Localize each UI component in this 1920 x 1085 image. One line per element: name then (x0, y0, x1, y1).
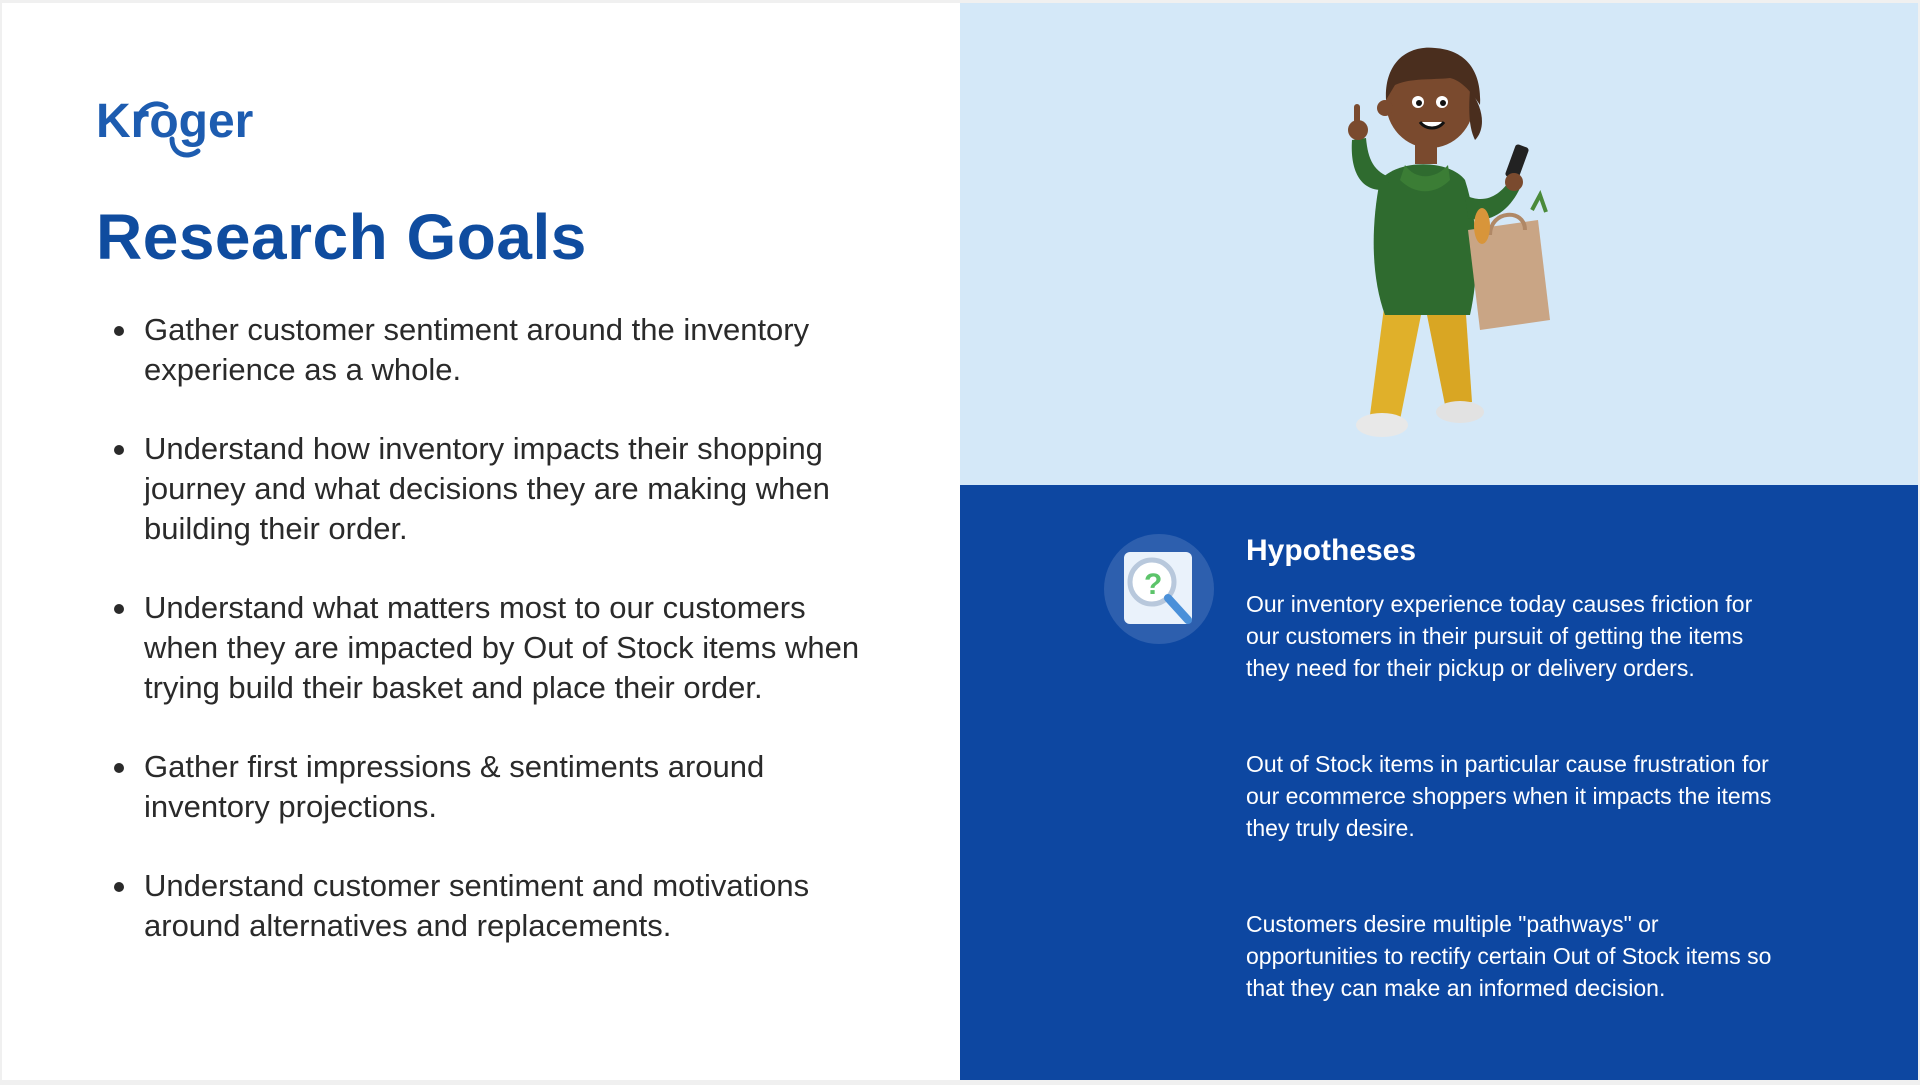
goal-text: Understand customer sentiment and motivations around alternatives and replacements. (144, 868, 810, 943)
list-item (112, 588, 872, 708)
page-title: Research Goals (96, 201, 587, 273)
bullet-icon (114, 445, 124, 455)
hypothesis-paragraph: Our inventory experience today causes friction for our customers in their pursuit of getting the items they need for their pickup or delivery orders. (1246, 591, 1753, 681)
kroger-logo-icon (94, 93, 254, 173)
hypothesis-paragraph: Out of Stock items in particular cause frustration for our ecommerce shoppers when it impacts the items they truly desire. (1246, 751, 1772, 841)
bullet-icon (114, 326, 124, 336)
shopper-character-illustration (1300, 30, 1580, 460)
bullet-icon (114, 604, 124, 614)
kroger-logo (94, 93, 254, 173)
svg-text:?: ? (1144, 568, 1163, 601)
goal-text: Understand what matters most to our customers when they are impacted by Out of Stock items when trying build their basket and place their order. (144, 590, 860, 705)
bullet-icon (114, 763, 124, 773)
hypothesis-paragraph: Customers desire multiple "pathways" or opportunities to rectify certain Out of Stock items so that they can make an informed decision. (1246, 911, 1772, 1001)
list-item (112, 747, 872, 827)
list-item (112, 310, 872, 390)
research-goals-list (112, 310, 872, 985)
bullet-icon (114, 882, 124, 892)
goal-text: Gather customer sentiment around the inventory experience as a whole. (144, 312, 810, 387)
goal-text: Understand how inventory impacts their shopping journey and what decisions they are making when building their order. (144, 431, 830, 546)
shopper-illustration-icon (1300, 30, 1580, 460)
logo-text: Kroger (96, 95, 254, 148)
goal-text: Gather first impressions & sentiments around inventory projections. (144, 749, 765, 824)
hypotheses-icon (1104, 534, 1214, 644)
list-item (112, 866, 872, 946)
magnifier-question-icon (1104, 534, 1214, 644)
hypotheses-title: Hypotheses (1246, 534, 1417, 567)
list-item (112, 429, 872, 549)
